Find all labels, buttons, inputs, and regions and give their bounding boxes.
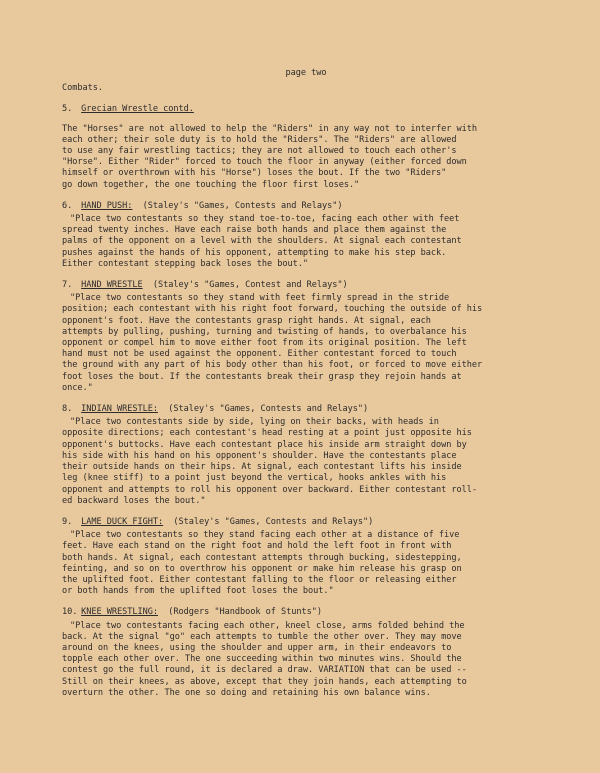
text-line: "Place two contestants so they stand toe-to-toe, facing each other with feet	[70, 214, 460, 225]
text-line: go down together, the one touching the floor first loses."	[62, 179, 360, 190]
section-4	[62, 404, 550, 507]
text-line: back. At the signal "go" each attempts to tumble the other over. They may move	[62, 631, 462, 642]
text-line: attempts by pulling, pushing, turning and twisting of hands, to overbalance his	[62, 326, 467, 337]
text-line: contest go the full round, it is declared a draw. VARIATION that can be used --	[62, 665, 467, 676]
section-number: 7.	[62, 280, 73, 291]
text-line: feet. Have each stand on the right foot and hold the left foot in front with	[62, 541, 452, 552]
section-source: (Staley's "Games, Contests and Relays")	[168, 404, 369, 415]
text-line: opponent or compel him to move either foot from its original position. The left	[62, 338, 467, 349]
text-line: once."	[62, 382, 93, 393]
typewritten-sheet	[62, 68, 550, 709]
text-line: his side with his hand on his opponent's shoulder. Have the contestants place	[62, 450, 457, 461]
section-2	[62, 201, 550, 270]
text-line: the ground with any part of his body other than his foot, or forced to move either	[62, 360, 483, 371]
section-source: (Rodgers "Handbook of Stunts")	[168, 607, 322, 618]
section-body	[62, 214, 550, 270]
section-body	[62, 530, 550, 597]
section-source: (Staley's "Games, Contest and Relays")	[152, 280, 348, 291]
text-line: palms of the opponent on a level with the shoulders. At signal each contestant	[62, 236, 462, 247]
text-line: feinting, and so on to overthrow his opponent or make him release his grasp on	[62, 563, 462, 574]
section-number: 6.	[62, 200, 73, 211]
section-name: HAND WRESTLE	[81, 280, 143, 291]
text-line: or both hands from the uplifted foot loses the bout."	[62, 586, 334, 597]
text-line: hand must not be used against the opponent. Either contestant forced to touch	[62, 349, 457, 360]
section-5	[62, 517, 550, 597]
text-line: Either contestant stepping back loses the bout."	[62, 258, 308, 269]
section-source: (Staley's "Games, Contests and Relays")	[173, 516, 374, 527]
section-body	[62, 621, 550, 699]
text-line: overturn the other. The one so doing and retaining his own balance wins.	[62, 687, 431, 698]
section-3	[62, 280, 550, 394]
text-line: both hands. At signal, each contestant attempts through bucking, sidestepping,	[62, 552, 462, 563]
text-line: foot loses the bout. If the contestants break their grasp they rejoin hands at	[62, 371, 462, 382]
section-name: INDIAN WRESTLE:	[81, 404, 158, 415]
text-line: their outside hands on their hips. At signal, each contestant lifts his inside	[62, 462, 462, 473]
section-number: 9.	[62, 516, 73, 527]
text-line: "Place two contestants so they stand facing each other at a distance of five	[70, 530, 460, 541]
section-number: 8.	[62, 404, 73, 415]
sections-container	[62, 104, 550, 699]
section-source: (Staley's "Games, Contests and Relays")	[142, 200, 343, 211]
text-line: himself or overthrown with his "Horse") loses the bout. If the two "Riders"	[62, 168, 447, 179]
text-line: opposite directions; each contestant's head resting at a point just opposite his	[62, 428, 472, 439]
section-body	[62, 417, 550, 507]
text-line: opponent's foot. Have the contestants grasp right hands. At signal, each	[62, 315, 431, 326]
text-line: opponent's buttocks. Have each contestant place his inside arm straight down by	[62, 439, 467, 450]
section-title	[62, 201, 550, 212]
section-title	[62, 280, 550, 291]
section-title	[62, 104, 550, 115]
section-name: Grecian Wrestle contd.	[81, 104, 194, 115]
text-line: "Place two contestants side by side, lying on their backs, with heads in	[70, 417, 439, 428]
section-title	[62, 607, 550, 618]
section-name: KNEE WRESTLING:	[81, 607, 158, 618]
section-title	[62, 404, 550, 415]
section-body	[62, 293, 550, 394]
section-6	[62, 607, 550, 699]
section-number: 5.	[62, 104, 73, 115]
text-line: around on the knees, using the shoulder and upper arm, in their endeavors to	[62, 642, 452, 653]
text-line: "Place two contestants so they stand with feet firmly spread in the stride	[70, 293, 450, 304]
section-name: HAND PUSH:	[81, 200, 133, 211]
section-title	[62, 517, 550, 528]
text-line: pushes against the hands of his opponent, attempting to make his step back.	[62, 247, 447, 258]
text-line: "Place two contestants facing each other, kneel close, arms folded behind the	[70, 620, 465, 631]
text-line: topple each other over. The one succeeding within two minutes wins. Should the	[62, 654, 462, 665]
text-line: the uplifted foot. Either contestant falling to the floor or releasing either	[62, 574, 457, 585]
text-line: each other; their sole duty is to hold the "Riders". The "Riders" are allowed	[62, 134, 457, 145]
text-line: "Horse". Either "Rider" forced to touch the floor in anyway (either forced down	[62, 157, 467, 168]
text-line: ed backward loses the bout."	[62, 495, 206, 506]
section-number: 10.	[62, 607, 78, 618]
text-line: position; each contestant with his right foot forward, touching the outside of his	[62, 304, 483, 315]
section-body	[62, 124, 550, 191]
text-line: to use any fair wrestling tactics; they are not allowed to touch each other's	[62, 146, 457, 157]
text-line: Still on their knees, as above, except that they join hands, each attempting to	[62, 676, 467, 687]
text-line: The "Horses" are not allowed to help the "Riders" in any way not to interfer with	[62, 123, 478, 134]
page-number: page two	[285, 68, 327, 78]
section-1	[62, 104, 550, 190]
text-line: spread twenty inches. Have each raise both hands and place them against the	[62, 225, 447, 236]
document-heading: Combats.	[62, 83, 103, 94]
text-line: opponent and attempts to roll his opponent over backward. Either contestant roll-	[62, 484, 478, 495]
text-line: leg (knee stiff) to a point just beyond the vertical, hooks ankles with his	[62, 473, 447, 484]
section-name: LAME DUCK FIGHT:	[81, 516, 164, 527]
